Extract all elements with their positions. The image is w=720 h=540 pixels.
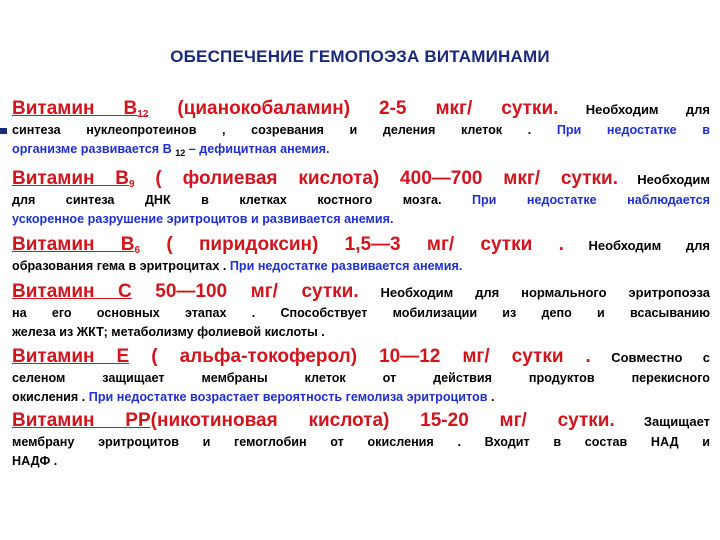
vitamin-b12-dose: (цианокобаламин) 2-5 мкг/ сутки. bbox=[148, 98, 559, 119]
slide-title: ОБЕСПЕЧЕНИЕ ГЕМОПОЭЗА ВИТАМИНАМИ bbox=[170, 47, 550, 66]
vitamin-b9-line-3: ускоренное разрушение эритроцитов и развивается анемия. bbox=[12, 212, 394, 226]
vitamin-b9-block bbox=[12, 167, 710, 229]
vitamin-e-line-3: окисления . При недостатке возрастает вероятность гемолиза эритроцитов . bbox=[12, 390, 495, 404]
vitamin-b12-sub: 12 bbox=[137, 109, 149, 120]
vitamin-c-desc: Необходим для нормального эритропоэза bbox=[380, 285, 710, 300]
vitamin-b6-desc: Необходим для bbox=[588, 238, 710, 253]
vitamin-b12-name: Витамин В bbox=[12, 98, 138, 119]
vitamin-c-name: Витамин С bbox=[12, 281, 132, 302]
vitamin-pp-dose: (никотиновая кислота) 15-20 мг/ сутки. bbox=[150, 410, 615, 431]
vitamin-pp-line-3: НАДФ . bbox=[12, 454, 58, 468]
vitamin-pp-line-2: мембрану эритроцитов и гемоглобин от окисления . Входит в состав НАД и bbox=[12, 435, 710, 449]
vitamin-e-name: Витамин Е bbox=[12, 346, 130, 367]
vitamin-b12-block bbox=[12, 97, 710, 159]
vitamin-b6-dose: ( пиридоксин) 1,5—3 мг/ сутки . bbox=[140, 234, 564, 255]
vitamin-c-line-3: железа из ЖКТ; метаболизму фолиевой кислоты . bbox=[12, 325, 325, 339]
vitamin-b9-heading bbox=[12, 167, 710, 191]
vitamin-b9-sub: 9 bbox=[129, 179, 135, 190]
vitamin-b6-heading bbox=[12, 233, 710, 257]
vitamin-b6-block bbox=[12, 233, 710, 276]
vitamin-e-block bbox=[12, 345, 710, 407]
vitamin-b12-desc: Необходим для bbox=[585, 102, 710, 117]
vitamin-b6-name: Витамин В bbox=[12, 234, 135, 255]
vitamin-c-line-2: на его основных этапах . Способствует мобилизации из депо и всасыванию bbox=[12, 306, 710, 320]
vitamin-b9-name: Витамин В bbox=[12, 168, 130, 189]
vitamin-pp-block bbox=[12, 409, 710, 471]
vitamin-b12-heading bbox=[12, 97, 710, 121]
vitamin-b9-deficiency: При недостатке наблюдается bbox=[471, 193, 710, 207]
vitamin-c-block bbox=[12, 280, 710, 342]
vitamin-c-heading bbox=[12, 280, 710, 304]
vitamin-b9-desc: Необходим bbox=[637, 172, 710, 187]
vitamin-b12-line-2: синтеза нуклеопротеинов , созревания и деления клеток . При недостатке в bbox=[12, 123, 710, 137]
vitamin-pp-name: Витамин РР bbox=[12, 410, 151, 431]
vitamin-b6-line-2: образования гема в эритроцитах . При недостатке развивается анемия. bbox=[12, 259, 463, 273]
vitamin-pp-desc: Защищает bbox=[643, 414, 710, 429]
vitamin-b9-dose: ( фолиевая кислота) 400—700 мкг/ сутки. bbox=[134, 168, 619, 189]
vitamin-pp-heading bbox=[12, 409, 710, 433]
vitamin-b12-deficiency: При недостатке в bbox=[556, 123, 710, 137]
vitamin-e-desc: Совместно с bbox=[611, 350, 710, 365]
bullet-marker bbox=[0, 128, 7, 134]
vitamin-e-line-2: селеном защищает мембраны клеток от действия продуктов перекисного bbox=[12, 371, 710, 385]
vitamin-e-heading bbox=[12, 345, 710, 369]
vitamin-e-dose: ( альфа-токоферол) 10—12 мг/ сутки . bbox=[129, 346, 591, 367]
vitamin-e-deficiency: При недостатке возрастает вероятность гемолиза эритроцитов bbox=[88, 390, 488, 404]
vitamin-c-dose: 50—100 мг/ сутки. bbox=[131, 281, 359, 302]
vitamin-b9-line-2: для синтеза ДНК в клетках костного мозга. При недостатке наблюдается bbox=[12, 193, 710, 207]
vitamin-b6-sub: 6 bbox=[134, 245, 141, 256]
vitamin-b12-line-3: организме развивается В $_{12}$ – дефицитная анемия. bbox=[12, 142, 330, 158]
vitamin-b6-deficiency: При недостатке развивается анемия. bbox=[229, 259, 463, 273]
